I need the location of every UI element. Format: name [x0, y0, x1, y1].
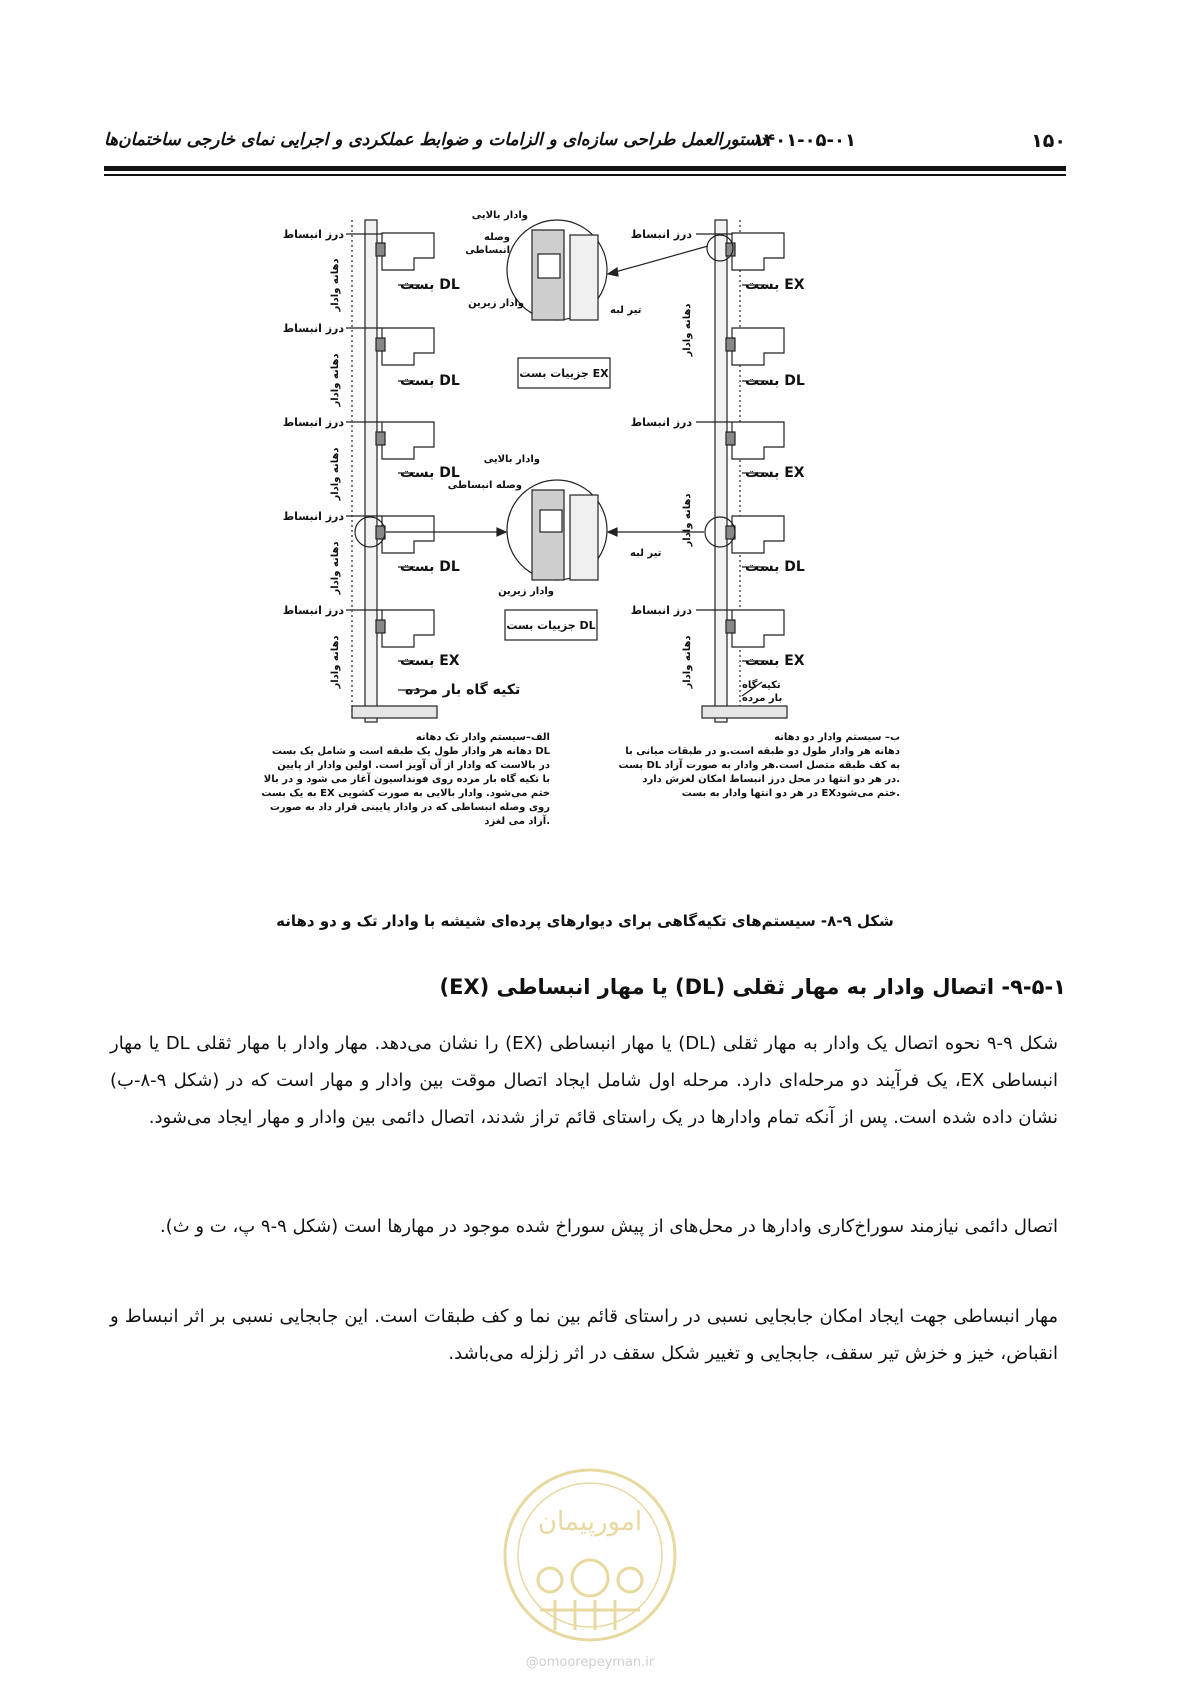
label-expansion-joint: درز انبساط: [282, 416, 344, 429]
label-bracket-dl: بست DL: [400, 277, 460, 293]
label-splice: وصله انبساطی: [447, 480, 522, 491]
label-mullion-span: دهانه وادار: [330, 353, 341, 407]
label-expansion-joint: درز انبساط: [630, 228, 692, 241]
label-bracket-ex: بست EX: [400, 653, 460, 669]
desc-left-line: آزاد می لغزد.: [484, 816, 550, 827]
figure-caption: شکل ۹-۸- سیستم‌های تکیه‌گاهی برای دیوارهای پرده‌ای شیشه با وادار تک و دو دهانه: [276, 912, 894, 930]
label-mullion-span: دهانه وادار: [682, 493, 693, 547]
label-bracket-ex: بست EX: [745, 653, 805, 669]
label-expansion-joint: درز انبساط: [282, 228, 344, 241]
header-title: دستورالعمل طراحی سازه‌ای و الزامات و ضوابط عملکردی و اجرایی نمای خارجی ساختمان‌ها: [104, 130, 767, 150]
label-detail-ex: جزییات بست EX: [519, 367, 609, 380]
desc-right-line: در هر دو انتها وادار به بست EXختم می‌شود.: [681, 788, 900, 799]
label-mullion-span: دهانه وادار: [330, 635, 341, 689]
watermark: [500, 1460, 680, 1685]
header-rule: [104, 166, 1066, 171]
label-mullion-span: دهانه وادار: [330, 258, 341, 312]
desc-left-line: در بالاست که وادار از آن آویز است. اولین وادار از پایین: [277, 760, 550, 771]
label-expansion-joint: درز انبساط: [282, 322, 344, 335]
label-expansion-joint: درز انبساط: [282, 510, 344, 523]
desc-left-line: به یک بست EX ختم می‌شود. وادار بالایی به صورت کشویی: [261, 788, 550, 799]
label-expansion-joint: درز انبساط: [630, 416, 692, 429]
label-lower-mullion: وادار زیرین: [468, 298, 524, 309]
desc-left-line: با تکیه گاه بار مرده روی فونداسیون آغاز می شود و در بالا: [263, 774, 550, 785]
paragraph: مهار انبساطی جهت ایجاد امکان جابجایی نسبی در راستای قائم بین نما و کف طبقات است. این جابجایی نسبی بر اثر انبساط و انقباض، خیز و خزش تیر سقف، جابجایی و تغییر شکل سقف در اثر زلزله می‌باشد.: [110, 1306, 1058, 1364]
label-splice: وصله: [483, 232, 510, 243]
label-support-line1: تکیه گاه: [742, 680, 781, 691]
paragraph: اتصال دائمی نیازمند سوراخ‌کاری وادارها در محل‌های از پیش سوراخ شده موجود در مهارها است (شکل ۹-۹ پ، ت و ث).: [159, 1216, 1058, 1237]
label-upper-mullion: وادار بالایی: [483, 454, 540, 465]
label-expansion-joint: درز انبساط: [630, 604, 692, 617]
figure-diagram: [261, 210, 910, 910]
label-bracket-dl: بست DL: [745, 559, 805, 575]
label-mullion-span: دهانه وادار: [682, 303, 693, 357]
label-bracket-ex: بست EX: [745, 277, 805, 293]
label-upper-mullion: وادار بالایی: [471, 210, 528, 221]
figure-9-8: [261, 210, 910, 910]
page-header: [104, 130, 1066, 160]
label-bracket-dl: بست DL: [400, 559, 460, 575]
label-bracket-dl: بست DL: [400, 465, 460, 481]
desc-left-line: روی وصله انبساطی که در وادار پایینی قرار داد به صورت: [269, 802, 550, 813]
label-mullion-span: دهانه وادار: [682, 635, 693, 689]
label-mullion-span: دهانه وادار: [330, 541, 341, 595]
desc-right-line: در هر دو انتها در محل درز انبساط امکان لغزش دارد.: [642, 774, 900, 785]
desc-right-title: ب– سیستم وادار دو دهانه: [774, 732, 900, 743]
label-bracket-dl: بست DL: [745, 373, 805, 389]
label-mullion-span: دهانه وادار: [330, 447, 341, 501]
watermark-url: @omoorepeyman.ir: [525, 1655, 655, 1670]
label-dead-load-support: تکیه گاه بار مرده: [405, 682, 521, 698]
label-detail-dl: جزییات بست DL: [506, 619, 596, 632]
desc-right-line: بست DL به کف طبقه متصل است.هر وادار به صورت آزاد: [618, 760, 900, 771]
label-edge-beam: تیر لبه: [630, 548, 662, 559]
label-expansion-joint: درز انبساط: [282, 604, 344, 617]
page-number: ۱۵۰: [1031, 130, 1066, 152]
desc-right-line: دهانه هر وادار طول دو طبقه است.و در طبقات میانی با: [625, 746, 900, 757]
header-rule-thin: [104, 174, 1066, 176]
watermark-text: امورپیمان: [537, 1507, 643, 1537]
label-edge-beam: تیر لبه: [610, 305, 642, 316]
label-splice: انبساطی: [465, 245, 510, 256]
header-date: ۱۴۰۱-۰۵-۰۱: [753, 130, 856, 151]
desc-left-line: دهانه هر وادار طول یک طبقه است و شامل یک بست DL: [271, 746, 550, 757]
section-title: ۹-۵-۱- اتصال وادار به مهار ثقلی (DL) یا مهار انبساطی (EX): [439, 975, 1066, 999]
label-lower-mullion: وادار زیرین: [498, 586, 554, 597]
paragraph: شکل ۹-۹ نحوه اتصال یک وادار به مهار ثقلی (DL) یا مهار انبساطی (EX) را نشان می‌دهد. مهار وادار با مهار ثقلی DL یا مهار انبساطی EX، یک فرآیند دو مرحله‌ای دارد. مرحله اول شامل ایجاد اتصال موقت بین وادار و مهار است که در (شکل ۹-۸-ب) نشان داده شده است. پس از آنکه تمام وادارها در یک راستای قائم تراز شدند، اتصال دائمی بین وادار و مهار ایجاد می‌شود.: [110, 1033, 1059, 1128]
label-bracket-ex: بست EX: [745, 465, 805, 481]
label-support-line2: بار مرده: [742, 693, 783, 704]
watermark-logo: [500, 1460, 680, 1650]
label-bracket-dl: بست DL: [400, 373, 460, 389]
desc-left-title: الف–سیستم وادار تک دهانه: [415, 732, 550, 743]
